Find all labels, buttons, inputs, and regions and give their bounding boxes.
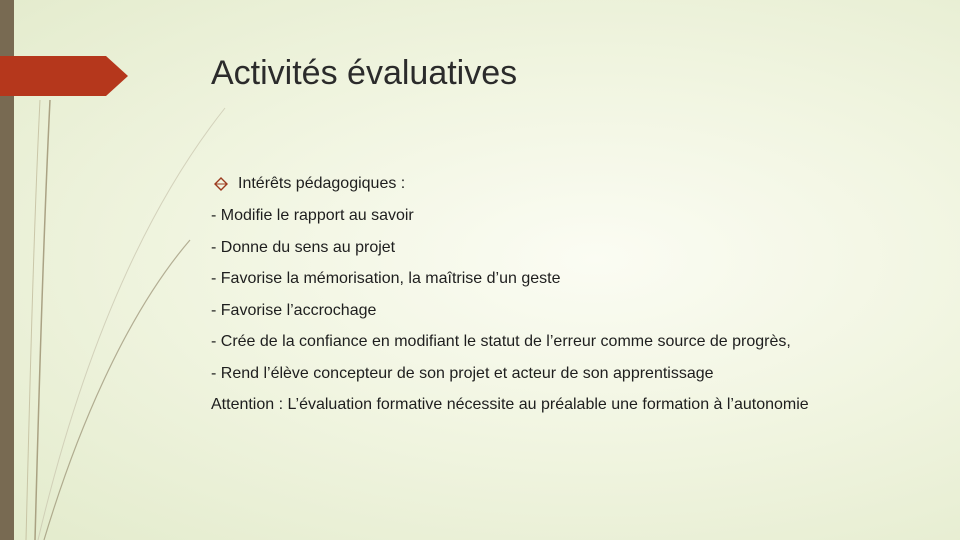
- title-accent-arrow: [0, 56, 128, 96]
- list-item: - Favorise la mémorisation, la maîtrise d’un geste: [211, 270, 561, 287]
- list-item: - Rend l’élève concepteur de son projet et acteur de son apprentissage: [211, 364, 714, 382]
- bullet-heading: [211, 168, 931, 200]
- diamond-outline-icon: [214, 177, 228, 191]
- list-item: - Crée de la confiance en modifiant le statut de l’erreur comme source de progrès,: [211, 333, 791, 350]
- slide-content: [211, 168, 931, 421]
- heading-text: Intérêts pédagogiques :: [238, 175, 406, 192]
- list-item: - Favorise l’accrochage: [211, 301, 377, 319]
- list-item: - Donne du sens au projet: [211, 238, 396, 256]
- list-item: - Modifie le rapport au savoir: [211, 207, 414, 224]
- attention-note: Attention : L’évaluation formative nécessite au préalable une formation à l’autonomie: [211, 396, 809, 413]
- slide-title: Activités évaluatives: [211, 54, 518, 92]
